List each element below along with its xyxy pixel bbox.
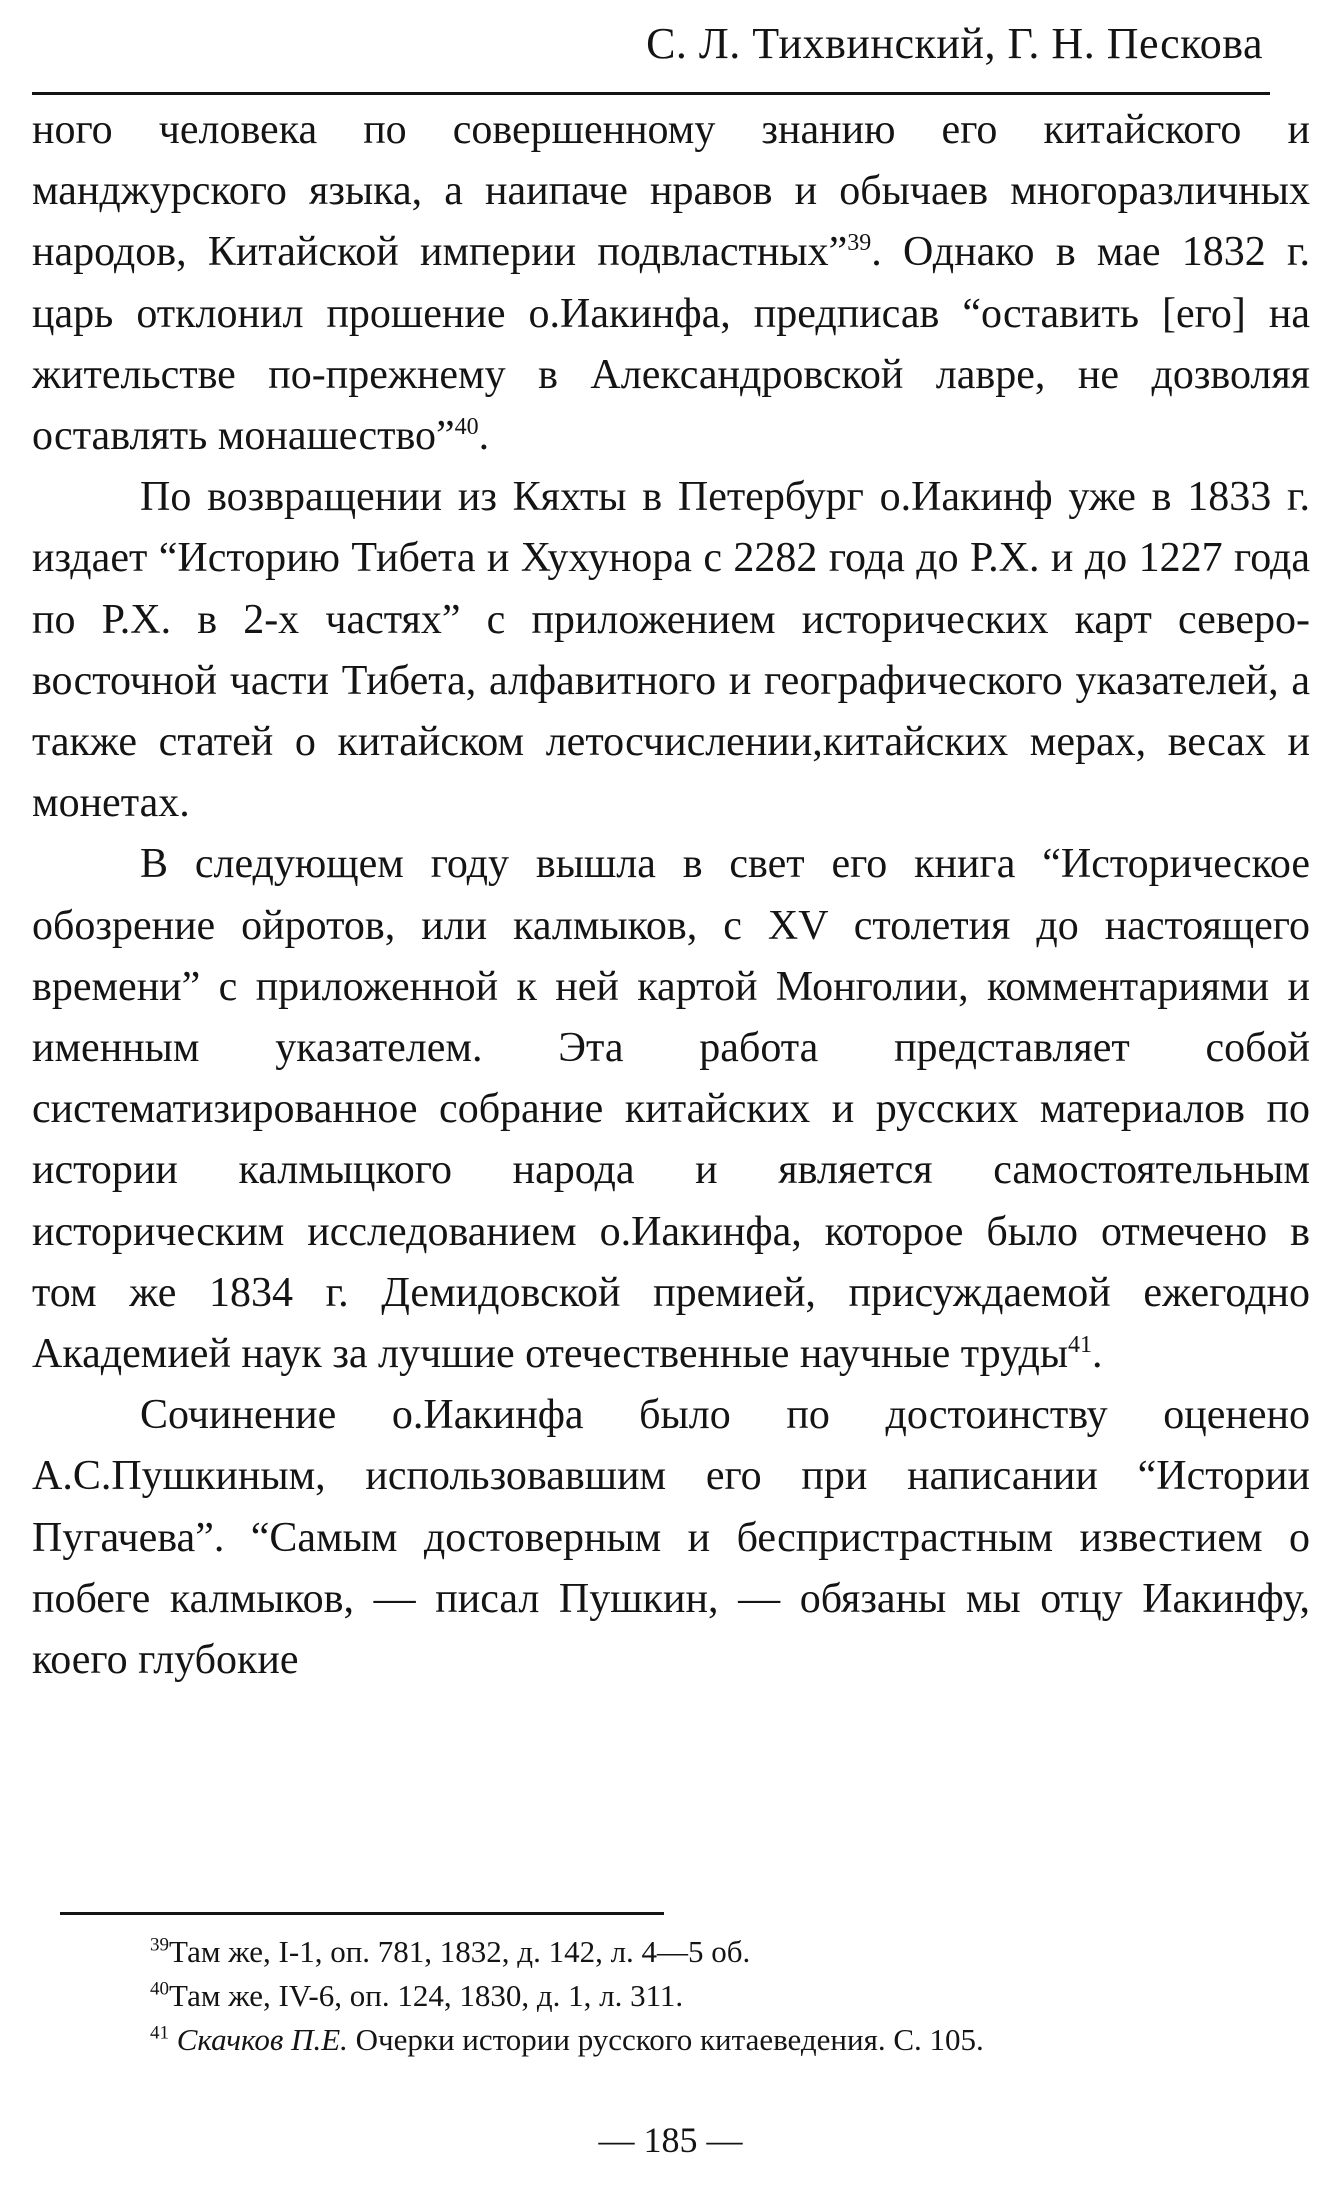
paragraph-1-text: ного человека по совершенному знанию его китайского и манджурского языка, а наипаче нравов и обычаев многоразличных народов, Китайской империи подвластных” <box>32 107 1310 276</box>
main-text <box>32 100 1310 1691</box>
paragraph-4: Сочинение о.Иакинфа было по достоинству оценено А.С.Пушкиным, использовавшим его при написании “Истории Пугачева”. “Самым достоверным и беспристрастным известием о побеге калмыков, — писал Пушкин, — обязаны мы отцу Иакинфу, коего глубокие <box>32 1392 1310 1684</box>
footnote-40 <box>150 1974 1250 2018</box>
footnote-text: Там же, IV-6, оп. 124, 1830, д. 1, л. 311. <box>169 1978 684 2013</box>
paragraph-1-text-end: . <box>478 413 490 460</box>
paragraph-2: По возвращении из Кяхты в Петербург о.Иакинф уже в 1833 г. издает “Историю Тибета и Хухунора с 2282 года до Р.Х. и до 1227 года по Р.Х. в 2-х частях” с приложением исторических карт северо-восточной части Тибета, алфавитного и географического указателей, а также статей о китайском летосчислении,китайских мерах, весах и монетах. <box>32 474 1310 827</box>
paragraph-3-text-end: . <box>1092 1331 1103 1378</box>
footnote-ref-39: 39 <box>847 230 872 257</box>
footnote-41 <box>150 2018 1250 2062</box>
paragraph-3 <box>32 834 1310 1385</box>
paragraph-1 <box>32 100 1310 467</box>
footnote-ref-40: 40 <box>454 414 479 441</box>
running-head: С. Л. Тихвинский, Г. Н. Пескова <box>646 19 1263 68</box>
footnote-number: 41 <box>150 2022 169 2044</box>
footnote-number: 39 <box>150 1934 169 1956</box>
footnote-39 <box>150 1930 1250 1974</box>
footnote-rule <box>60 1912 664 1915</box>
footnote-text: Очерки истории русского китаеведения. С. 105. <box>347 2022 984 2057</box>
footnote-ref-41: 41 <box>1068 1332 1093 1359</box>
paragraph-1-text-continued: . Однако в мае 1832 г. царь отклонил прошение о.Иакинфа, предписав “оставить [его] на жительстве по-прежнему в Александровской лавре, не дозволяя оставлять монашество” <box>32 229 1310 460</box>
footnote-number: 40 <box>150 1978 169 2000</box>
paragraph-3-text: В следующем году вышла в свет его книга “Историческое обозрение ойротов, или калмыков, с XV столетия до настоящего времени” с приложенной к ней картой Монголии, комментариями и именным указателем. Эта работа представляет собой систематизированное собрание китайских и русских материалов по истории калмыцкого народа и является самостоятельным историческим исследованием о.Иакинфа, которое было отмечено в том же 1834 г. Демидовской премией, присуждаемой ежегодно Академией наук за лучшие отечественные научные труды <box>32 841 1310 1378</box>
header-rule <box>32 92 1270 95</box>
footnotes <box>150 1930 1250 2062</box>
footnote-text: Там же, I-1, оп. 781, 1832, д. 142, л. 4—5 об. <box>169 1934 751 1969</box>
footnote-author: Скачков П.Е. <box>176 2022 348 2057</box>
page-number: — 185 — <box>598 2120 743 2160</box>
